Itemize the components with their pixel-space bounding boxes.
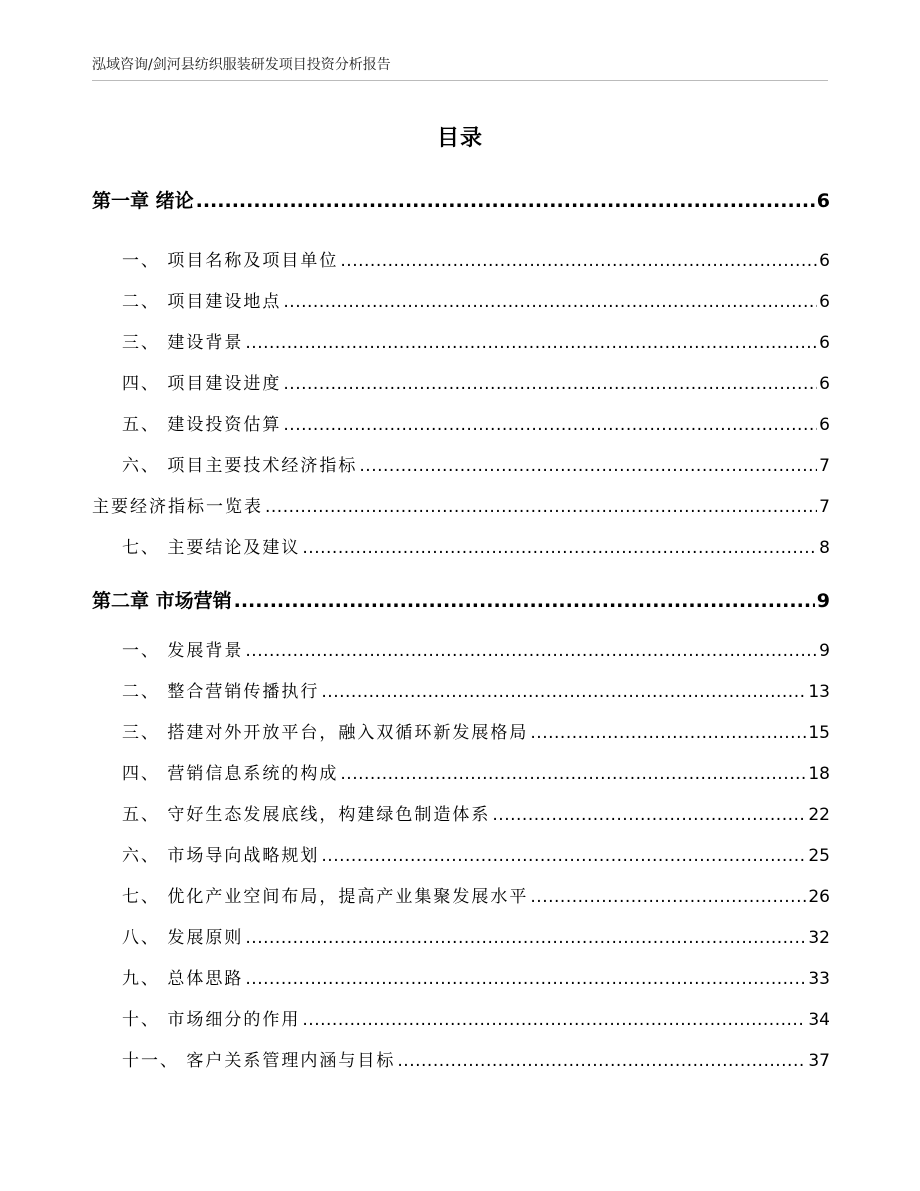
toc-entry-label: 一、 发展背景 [122,641,244,661]
toc-entry[interactable] [92,451,830,476]
dot-leader [340,764,806,784]
toc-entry-label: 三、 搭建对外开放平台，融入双循环新发展格局 [122,723,529,743]
toc-entry[interactable] [92,533,830,558]
running-header: 泓域咨询/剑河县纺织服装研发项目投资分析报告 [92,57,391,73]
toc-entry[interactable] [92,759,830,784]
toc-chapter-1[interactable] [92,186,830,213]
dot-leader [530,723,806,743]
toc-entry-label: 七、 优化产业空间布局，提高产业集聚发展水平 [122,887,529,907]
toc-page-number: 9 [819,641,830,661]
toc-page-number: 18 [808,764,830,784]
toc-entry-label: 四、 营销信息系统的构成 [122,764,339,784]
toc-entry[interactable] [92,800,830,825]
dot-leader [492,805,806,825]
toc-page-number: 6 [816,190,830,212]
toc-entry-label: 一、 项目名称及项目单位 [122,251,339,271]
toc-entry-label: 六、 项目主要技术经济指标 [122,456,358,476]
toc-page-number: 7 [819,456,830,476]
toc-page-number: 13 [808,682,830,702]
toc-page-number: 26 [808,887,830,907]
dot-leader [265,497,817,517]
toc-page-number: 8 [819,538,830,558]
toc-page-number: 32 [808,928,830,948]
toc-entry-label: 九、 总体思路 [122,969,244,989]
toc-page-number: 15 [808,723,830,743]
toc-entry-label: 六、 市场导向战略规划 [122,846,320,866]
dot-leader [321,682,806,702]
toc-page-number: 7 [819,497,830,517]
dot-leader [245,641,817,661]
toc-entry[interactable] [92,841,830,866]
toc-entry-label: 第一章 绪论 [92,190,194,212]
toc-entry[interactable] [92,923,830,948]
toc-entry-label: 二、 项目建设地点 [122,292,282,312]
toc-entry[interactable] [92,410,830,435]
dot-leader [245,333,817,353]
dot-leader [397,1051,806,1071]
toc-entry-label: 四、 项目建设进度 [122,374,282,394]
dot-leader [234,590,815,612]
toc-entry-label: 第二章 市场营销 [92,590,232,612]
toc-page-number: 6 [819,251,830,271]
dot-leader [245,969,806,989]
toc-page-number: 37 [808,1051,830,1071]
toc-page-number: 6 [819,374,830,394]
toc-entry[interactable] [92,328,830,353]
toc-entry[interactable] [92,492,830,517]
dot-leader [340,251,817,271]
toc-entry[interactable] [92,287,830,312]
toc-entry[interactable] [92,1005,830,1030]
dot-leader [321,846,806,866]
toc-entry-label: 五、 建设投资估算 [122,415,282,435]
toc-page-number: 6 [819,415,830,435]
toc-entry[interactable] [92,369,830,394]
toc-entry[interactable] [92,882,830,907]
toc-entry-label: 二、 整合营销传播执行 [122,682,320,702]
toc-entry-label: 十、 市场细分的作用 [122,1010,301,1030]
toc-entry-label: 五、 守好生态发展底线，构建绿色制造体系 [122,805,491,825]
toc-entry[interactable] [92,246,830,271]
toc-page-number: 33 [808,969,830,989]
toc-entry[interactable] [92,718,830,743]
toc-page-number: 6 [819,292,830,312]
dot-leader [283,415,817,435]
header-divider [92,80,828,81]
dot-leader [302,538,817,558]
toc-entry[interactable] [92,964,830,989]
toc-entry[interactable] [92,1046,830,1071]
toc-entry-label: 三、 建设背景 [122,333,244,353]
toc-title: 目录 [436,126,483,151]
toc-entry-label: 八、 发展原则 [122,928,244,948]
toc-page-number: 25 [808,846,830,866]
dot-leader [530,887,806,907]
toc-entry[interactable] [92,636,830,661]
dot-leader [283,292,817,312]
dot-leader [245,928,806,948]
toc-page-number: 6 [819,333,830,353]
dot-leader [302,1010,806,1030]
dot-leader [283,374,817,394]
toc-page-number: 9 [816,590,830,612]
dot-leader [359,456,817,476]
toc-entry[interactable] [92,677,830,702]
toc-chapter-2[interactable] [92,586,830,613]
toc-page-number: 22 [808,805,830,825]
dot-leader [196,190,815,212]
toc-entry-label: 十一、 客户关系管理内涵与目标 [122,1051,396,1071]
toc-entry-label: 主要经济指标一览表 [92,497,263,517]
toc-page-number: 34 [808,1010,830,1030]
toc-entry-label: 七、 主要结论及建议 [122,538,301,558]
